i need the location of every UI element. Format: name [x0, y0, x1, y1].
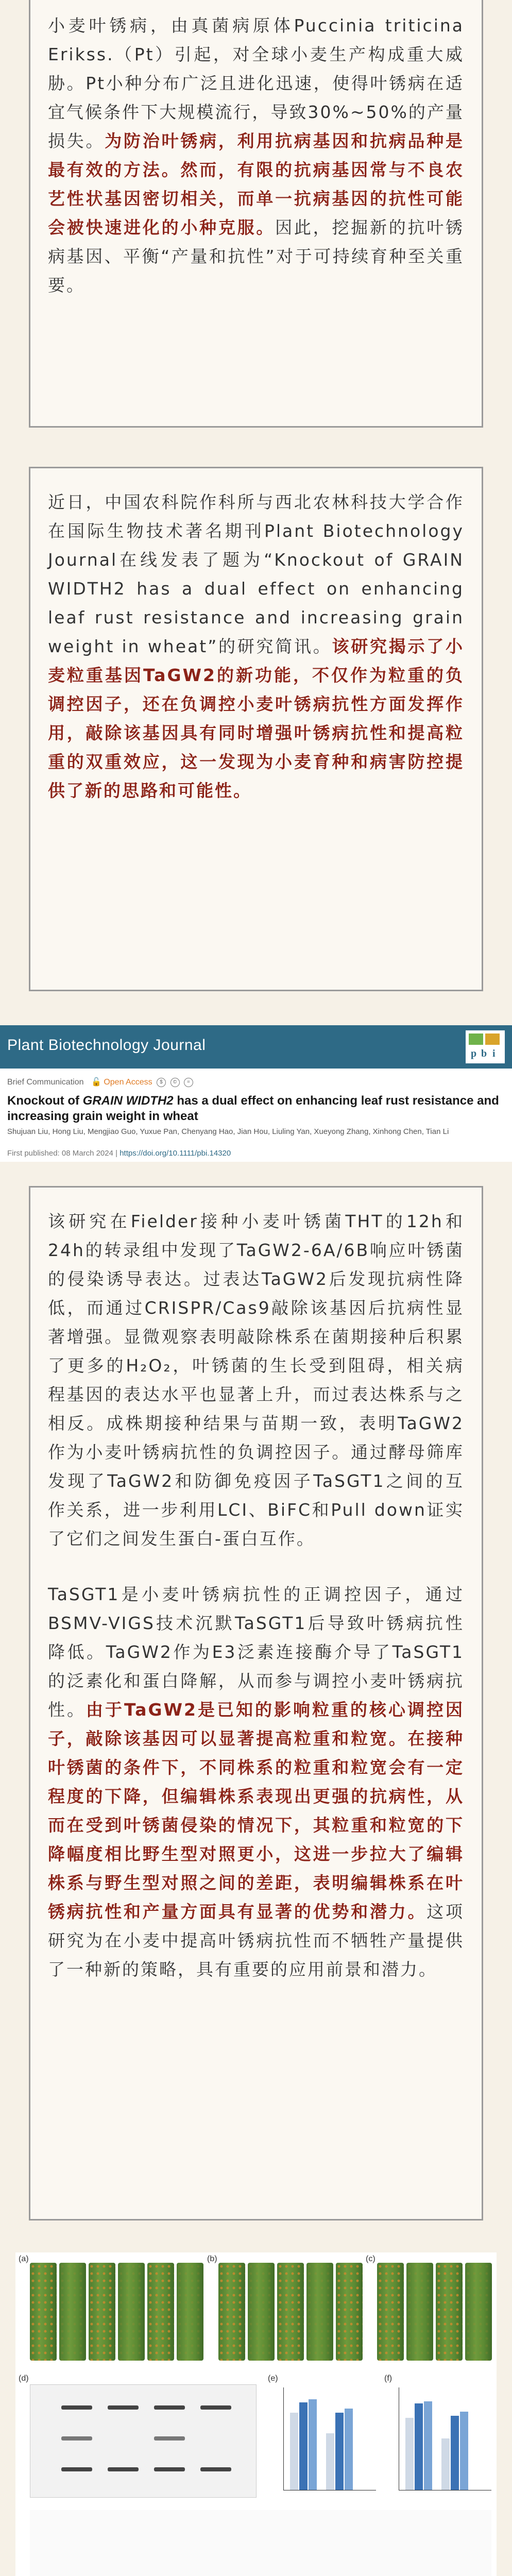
panel-label-a: (a)	[19, 2255, 29, 2263]
figure-1	[15, 2252, 497, 2576]
leaf-image	[118, 2263, 145, 2361]
article-authors: Shujuan Liu, Hong Liu, Mengjiao Guo, Yuxue Pan, Chenyang Hao, Jian Hou, Liuling Yan, Xueyong Zhang, Xinhong Chen, Tian Li	[7, 1127, 449, 1136]
study-text-2: 这项研究为在小麦中提高叶锈病抗性而不牺牲产量提供了一种新的策略，具有重要的应用前景和潜力。	[48, 1902, 465, 1979]
study-text-1: TaSGT1是小麦叶锈病抗性的正调控因子，通过BSMV-VIGS技术沉默TaSGT1后导致叶锈病抗性降低。TaGW2作为E3泛素连接酶介导了TaSGT1的泛素化和蛋白降解，从而参与调控小麦叶锈病抗性。	[48, 1584, 464, 1720]
study-paragraph-1: 该研究在Fielder接种小麦叶锈菌THT的12h和24h的转录组中发现了TaGW2-6A/6B响应叶锈菌的侵染诱导表达。过表达TaGW2后发现抗病性降低，而通过CRISPR/Cas9敲除该基因后抗病性显著增强。显微观察表明敲除株系在菌期接种后积累了更多的H₂O₂，叶锈菌的生长受到阻碍，相关病程基因的表达水平也显著上升，而过表达株系与之相反。成株期接种结果与苗期一致，表明TaGW2作为小麦叶锈病抗性的负调控因子。通过酵母筛库发现了TaGW2和防御免疫因子TaSGT1之间的互作关系，进一步利用LCI、BiFC和Pull down证实了它们之间发生蛋白-蛋白互作。	[48, 1211, 464, 1549]
study-highlight: 由于TaGW2是已知的影响粒重的核心调控因子，敲除该基因可以显著提高粒重和粒宽。在接种叶锈菌的条件下，不同株系的粒重和粒宽会有一定程度的下降，但编辑株系表现出更强的抗病性，从而在受到叶锈菌侵染的情况下，其粒重和粒宽的下降幅度相比野生型对照更小，这进一步拉大了编辑株系与野生型对照之间的差距，表明编辑株系在叶锈病抗性和产量方面具有显著的优势和潜力。	[48, 1700, 465, 1922]
leaf-image	[465, 2263, 492, 2361]
intro-text-1: 小麦叶锈病，由真菌病原体Puccinia triticina Erikss.（Pt）引起，对全球小麦生产构成重大威胁。Pt小种分布广泛且进化迅速，使得叶锈病在适宜气候条件下大规模流行，导致30%~50%的产量损失。	[48, 15, 464, 151]
journal-header-bar	[0, 1025, 512, 1069]
leaf-image	[218, 2263, 245, 2361]
license-nd-icon: =	[184, 1078, 193, 1087]
leaf-image	[147, 2263, 174, 2361]
logo-letter-p: p	[471, 1048, 477, 1059]
section-label: Brief Communication	[7, 1078, 84, 1087]
leaf-panel-b	[218, 2263, 363, 2361]
panel-label-d: (d)	[19, 2374, 29, 2383]
bar-chart-f	[399, 2387, 491, 2490]
journal-screenshot	[0, 1025, 512, 1162]
journal-name: Plant Biotechnology Journal	[7, 1037, 206, 1054]
journal-logo	[466, 1030, 505, 1063]
leaf-image	[177, 2263, 203, 2361]
bar-chart-e	[283, 2387, 376, 2490]
intro-text-2: 因此，挖掘新的抗叶锈病基因、平衡“产量和抗性”对于可持续育种至关重要。	[48, 217, 465, 295]
license-by-icon: ©	[170, 1078, 180, 1087]
study-paragraph-2	[48, 1580, 464, 1984]
leaf-image	[306, 2263, 333, 2361]
license-nc-icon: $	[157, 1078, 166, 1087]
news-highlight: 该研究揭示了小麦粒重基因TaGW2的新功能，不仅作为粒重的负调控因子，还在负调控小麦叶锈病抗性方面发挥作用，敲除该基因具有同时增强叶锈病抗性和提高粒重的双重效应，这一发现为小麦育种和病害防控提供了新的思路和可能性。	[48, 636, 464, 801]
leaf-image	[377, 2263, 404, 2361]
logo-letter-i: i	[492, 1048, 496, 1059]
news-text: 近日，中国农科院作科所与西北农林科技大学合作在国际生物技术著名期刊Plant Biotechnology Journal在线发表了题为“Knockout of GRAIN WIDTH2 has a dual effect on enhancing leaf rust resistance and increasing grain weight in wheat”的研究简讯。	[48, 492, 464, 656]
intro-highlight: 为防治叶锈病，利用抗病基因和抗病品种是最有效的方法。然而，有限的抗病基因常与不良农艺性状基因密切相关，而单一抗病基因的抗性可能会被快速进化的小种克服。	[48, 131, 465, 238]
leaf-image	[30, 2263, 57, 2361]
leaf-image	[277, 2263, 304, 2361]
leaf-image	[436, 2263, 463, 2361]
leaf-image	[248, 2263, 275, 2361]
article-title: Knockout of GRAIN WIDTH2 has a dual effect on enhancing leaf rust resistance and increasing grain weight in wheat	[7, 1094, 499, 1123]
intro-paragraph	[48, 11, 464, 300]
journal-meta	[7, 1077, 193, 1087]
leaf-panel-a	[30, 2263, 203, 2361]
published-date: First published: 08 March 2024	[7, 1149, 113, 1158]
leaf-panel-c	[377, 2263, 492, 2361]
publish-info: First published: 08 March 2024 | https://doi.org/10.1111/pbi.14320	[7, 1149, 231, 1158]
leaf-image	[406, 2263, 433, 2361]
logo-letter-b: b	[481, 1048, 487, 1059]
unlock-icon: 🔓	[91, 1078, 101, 1087]
western-blot-panel	[30, 2384, 257, 2498]
panel-label-c: (c)	[366, 2255, 376, 2263]
study-card	[29, 1186, 483, 2221]
open-access-link[interactable]: 🔓 Open Access	[91, 1078, 152, 1087]
leaf-image	[336, 2263, 363, 2361]
doi-link[interactable]: https://doi.org/10.1111/pbi.14320	[120, 1149, 231, 1158]
panel-label-b: (b)	[207, 2255, 217, 2263]
panel-label-f: (f)	[384, 2374, 392, 2383]
leaf-image	[59, 2263, 86, 2361]
leaf-image	[89, 2263, 115, 2361]
news-paragraph	[48, 488, 464, 805]
intro-card	[29, 0, 483, 428]
figure-lower-panels	[30, 2510, 491, 2576]
news-card	[29, 467, 483, 991]
panel-label-e: (e)	[268, 2374, 278, 2383]
